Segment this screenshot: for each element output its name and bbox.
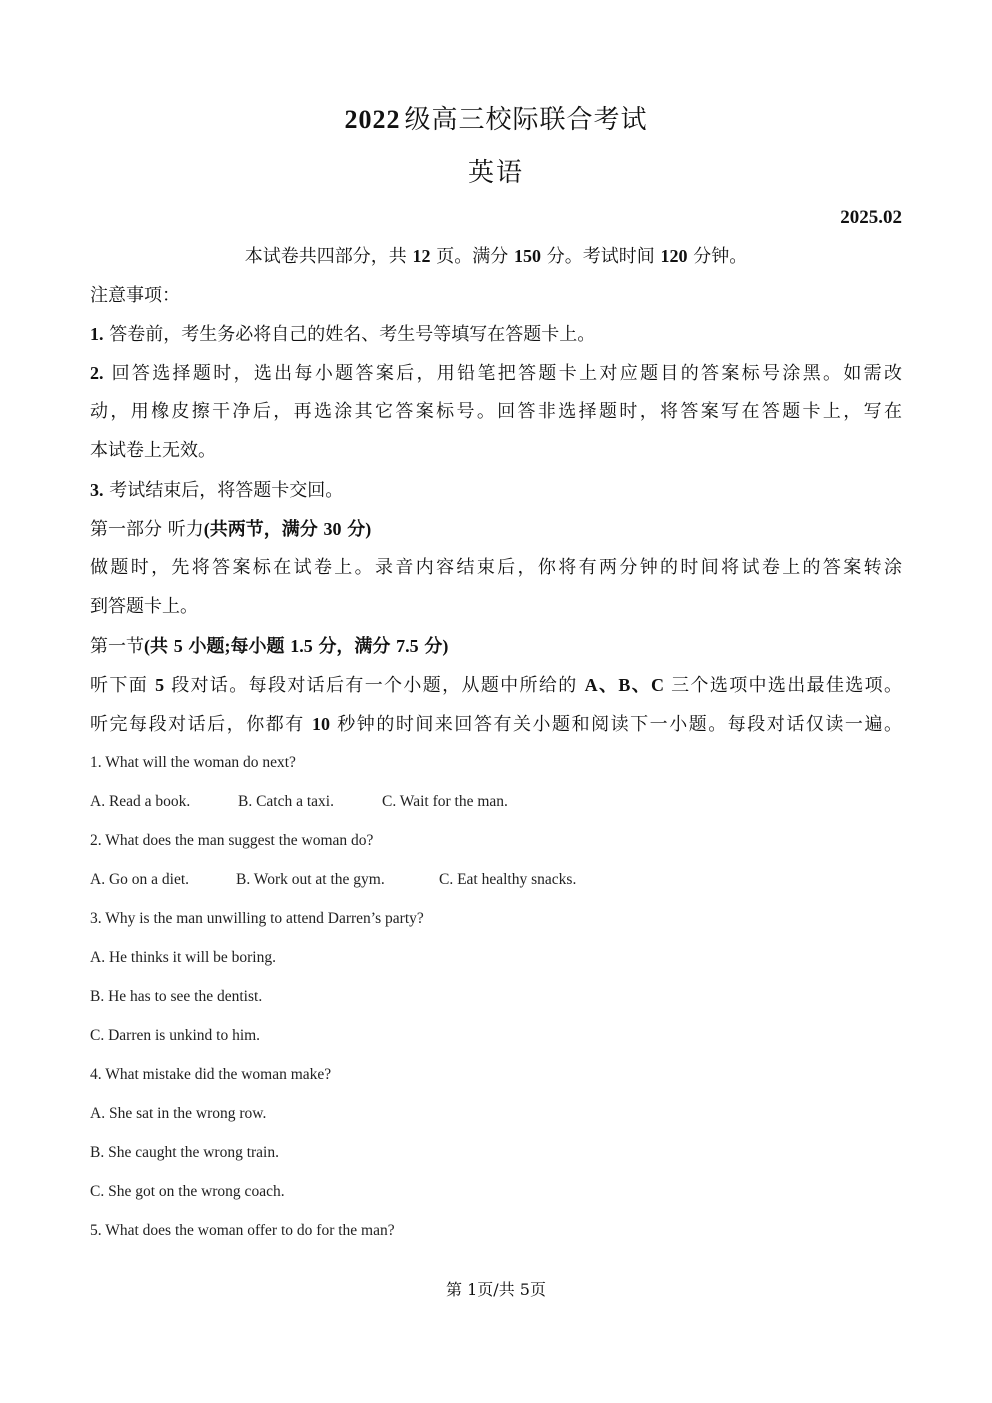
question-1: 1. What will the woman do next? [90, 754, 296, 771]
option-c: C. Wait for the man. [382, 793, 508, 810]
note-2-line-2: 动，用橡皮擦干净后，再选涂其它答案标号。回答非选择题时，将答案写在答题卡上，写在 [90, 401, 902, 422]
option-a: A. Read a book. [90, 793, 191, 810]
page-footer: 第 1页/共 5页 [446, 1280, 546, 1299]
part1-heading-end: 分) [347, 519, 372, 539]
section1-instr-2-num: 10 [312, 714, 331, 734]
title-year: 2022 [344, 105, 401, 134]
section1-instruction-line-1 [90, 671, 902, 700]
section1-each-score: 1.5 [290, 636, 313, 656]
section1-instruction-line-2 [90, 710, 902, 739]
section1-heading-end: 分) [424, 636, 449, 656]
note-2-text-1: 回答选择题时，选出每小题答案后，用铅笔把答题卡上对应题目的答案标号涂黑。如需改 [111, 363, 902, 384]
title-text: 级高三校际联合考试 [404, 105, 648, 135]
question-3-option-b: B. He has to see the dentist. [90, 988, 263, 1005]
intro-time: 120 [660, 246, 688, 266]
part1-heading-text: 第一部分 听力 [90, 519, 204, 540]
intro-text-4: 分钟。 [693, 246, 748, 267]
section1-total-score: 7.5 [396, 636, 419, 656]
exam-intro [90, 242, 902, 271]
note-1-text: 答卷前，考生务必将自己的姓名、考生号等填写在答题卡上。 [109, 324, 596, 345]
section1-heading-paren: (共 [144, 636, 168, 656]
part1-instruction-line-2: 到答题卡上。 [90, 596, 198, 617]
intro-text-3: 分。考试时间 [546, 246, 655, 267]
notes-heading: 注意事项： [90, 285, 180, 306]
note-2-number: 2. [90, 363, 104, 383]
part1-instruction-line-1: 做题时，先将答案标在试卷上。录音内容结束后，你将有两分钟的时间将试卷上的答案转涂 [90, 557, 902, 578]
note-2-line-1 [90, 359, 902, 388]
question-2: 2. What does the man suggest the woman do? [90, 832, 374, 849]
question-4-option-a: A. She sat in the wrong row. [90, 1105, 267, 1122]
exam-date: 2025.02 [840, 207, 902, 228]
note-3-text: 考试结束后，将答题卡交回。 [109, 480, 344, 501]
part1-heading [90, 515, 902, 544]
part1-heading-score: 30 [323, 519, 342, 539]
section1-count: 5 [173, 636, 183, 656]
question-4-option-b: B. She caught the wrong train. [90, 1144, 279, 1161]
section1-heading-text: 第一节 [90, 636, 144, 657]
note-3-number: 3. [90, 480, 104, 500]
option-a: A. Go on a diet. [90, 871, 190, 888]
section1-instr-1c: 三个选项中选出最佳选项。 [671, 675, 902, 696]
section1-heading-mid-2: 分，满分 [318, 636, 391, 656]
exam-title [0, 102, 992, 138]
question-3-option-a: A. He thinks it will be boring. [90, 949, 276, 966]
option-b: B. Work out at the gym. [236, 871, 385, 888]
question-4-option-c: C. She got on the wrong coach. [90, 1183, 285, 1200]
section1-instr-1-abc: A、B、C [584, 675, 665, 695]
section1-instr-1-num: 5 [155, 675, 165, 695]
note-2-line-3: 本试卷上无效。 [90, 440, 216, 461]
question-1-options [90, 790, 508, 814]
note-1 [90, 320, 902, 349]
subject-title: 英语 [467, 158, 524, 188]
note-1-number: 1. [90, 324, 104, 344]
section1-instr-2b: 秒钟的时间来回答有关小题和阅读下一小题。每段对话仅读一遍。 [337, 714, 902, 735]
option-b: B. Catch a taxi. [238, 793, 334, 810]
question-4: 4. What mistake did the woman make? [90, 1066, 332, 1083]
part1-heading-paren: (共两节，满分 [203, 519, 318, 539]
question-3-option-c: C. Darren is unkind to him. [90, 1027, 261, 1044]
question-5: 5. What does the woman offer to do for the man? [90, 1222, 395, 1239]
section1-instr-1b: 段对话。每段对话后有一个小题，从题中所给的 [171, 675, 578, 696]
intro-text-2: 页。满分 [436, 246, 509, 267]
question-2-options [90, 868, 576, 892]
intro-pages: 12 [412, 246, 431, 266]
section1-heading [90, 632, 902, 661]
section1-heading-mid: 小题;每小题 [188, 636, 285, 656]
intro-score: 150 [514, 246, 541, 266]
option-c: C. Eat healthy snacks. [439, 871, 577, 888]
section1-instr-2a: 听完每段对话后，你都有 [90, 714, 305, 735]
question-3: 3. Why is the man unwilling to attend Darren’s party? [90, 910, 424, 927]
section1-instr-1a: 听下面 [90, 675, 149, 696]
note-3 [90, 476, 902, 505]
intro-text-1: 本试卷共四部分，共 [244, 246, 407, 267]
